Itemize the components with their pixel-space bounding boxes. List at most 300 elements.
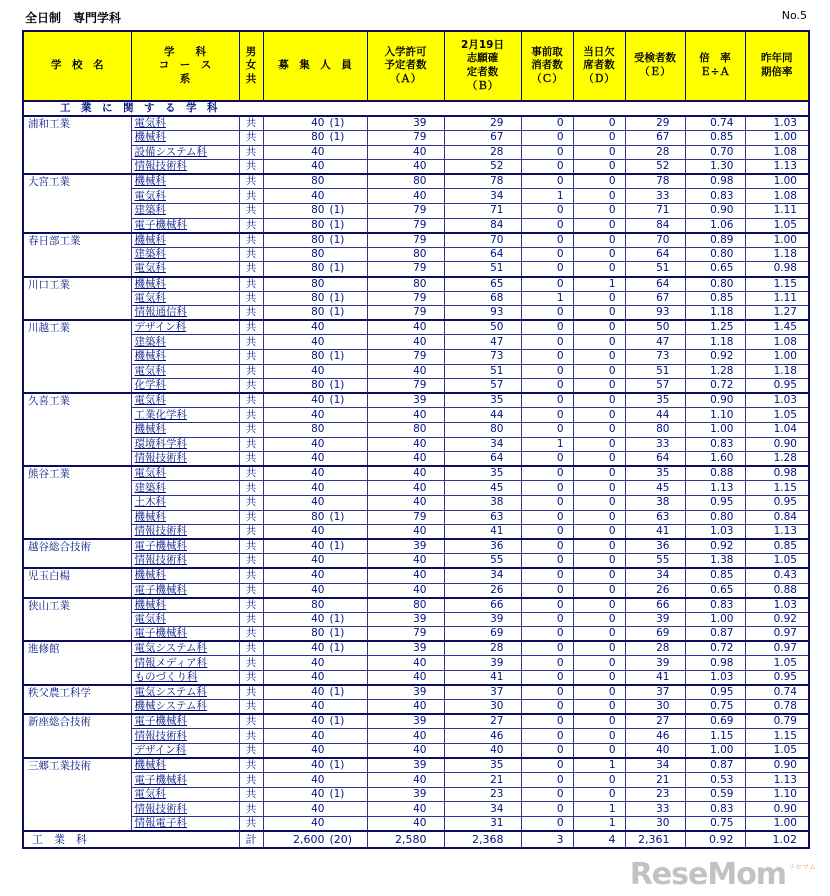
table-row	[23, 291, 809, 306]
capacity-value: 80	[311, 627, 325, 640]
gender-value: 共	[239, 729, 263, 744]
ratio-value: 0.98	[685, 656, 745, 671]
cancel-count: 0	[521, 306, 573, 321]
cancel-count: 0	[521, 131, 573, 146]
capacity-note: (1)	[329, 306, 345, 319]
absent-count: 0	[573, 379, 625, 394]
planned-count: 39	[367, 641, 444, 656]
cancel-count: 0	[521, 422, 573, 437]
capacity-value: 80	[311, 379, 325, 392]
capacity-value: 40	[311, 467, 325, 480]
department-name: 機械科	[131, 568, 239, 583]
table-row	[23, 539, 809, 554]
examinees-count: 73	[625, 350, 685, 365]
capacity-note: (1)	[329, 788, 345, 801]
planned-count: 79	[367, 218, 444, 233]
gender-value: 共	[239, 247, 263, 262]
examinees-count: 41	[625, 525, 685, 540]
capacity-value: 40	[311, 715, 325, 728]
lastyear-ratio-value: 1.08	[745, 335, 809, 350]
department-name: 電気科	[131, 466, 239, 481]
capacity-cell	[263, 612, 367, 627]
examinees-count: 23	[625, 787, 685, 802]
capacity-cell	[263, 700, 367, 715]
absent-count: 0	[573, 189, 625, 204]
cancel-count: 0	[521, 539, 573, 554]
department-name: 情報メディア科	[131, 656, 239, 671]
department-name: 電気システム科	[131, 641, 239, 656]
department-name: 電気科	[131, 116, 239, 131]
department-name: 環境科学科	[131, 437, 239, 452]
ratio-value: 0.87	[685, 627, 745, 642]
capacity-value: 80	[311, 598, 325, 611]
planned-count: 40	[367, 408, 444, 423]
table-row	[23, 612, 809, 627]
ratio-value: 1.30	[685, 160, 745, 175]
capacity-cell	[263, 758, 367, 773]
capacity-value: 40	[311, 437, 325, 450]
capacity-value: 40	[311, 481, 325, 494]
lastyear-ratio-value: 0.84	[745, 510, 809, 525]
table-row	[23, 320, 809, 335]
cancel-count: 0	[521, 714, 573, 729]
absent-count: 0	[573, 773, 625, 788]
capacity-cell	[263, 116, 367, 131]
ratio-value: 0.80	[685, 277, 745, 292]
gender-value: 共	[239, 393, 263, 408]
total-capacity-note: (20)	[329, 833, 353, 847]
department-name: 電気システム科	[131, 685, 239, 700]
department-name: 電子機械科	[131, 539, 239, 554]
applicants-count: 80	[444, 422, 521, 437]
absent-count: 1	[573, 802, 625, 817]
capacity-note: (1)	[329, 642, 345, 655]
capacity-cell	[263, 320, 367, 335]
gender-value: 共	[239, 204, 263, 219]
capacity-cell	[263, 802, 367, 817]
applicants-count: 65	[444, 277, 521, 292]
capacity-value: 40	[311, 802, 325, 815]
lastyear-ratio-value: 0.43	[745, 568, 809, 583]
applicants-count: 64	[444, 452, 521, 467]
cancel-count: 0	[521, 612, 573, 627]
examinees-count: 37	[625, 685, 685, 700]
ratio-value: 1.18	[685, 335, 745, 350]
absent-count: 0	[573, 671, 625, 686]
table-row	[23, 204, 809, 219]
school-name: 越谷総合技術	[23, 539, 131, 568]
planned-count: 40	[367, 466, 444, 481]
table-row	[23, 525, 809, 540]
lastyear-ratio-value: 0.90	[745, 758, 809, 773]
lastyear-ratio-value: 0.95	[745, 671, 809, 686]
examinees-count: 51	[625, 364, 685, 379]
table-row	[23, 758, 809, 773]
lastyear-ratio-value: 0.97	[745, 641, 809, 656]
table-row	[23, 714, 809, 729]
cancel-count: 0	[521, 233, 573, 248]
capacity-value: 40	[311, 773, 325, 786]
header-advance-cancellations: 事前取 消者数 （Ｃ）	[521, 31, 573, 101]
planned-count: 79	[367, 350, 444, 365]
planned-count: 39	[367, 539, 444, 554]
header-row	[23, 31, 809, 101]
examinees-count: 67	[625, 131, 685, 146]
lastyear-ratio-value: 0.78	[745, 700, 809, 715]
absent-count: 0	[573, 685, 625, 700]
lastyear-ratio-value: 1.00	[745, 174, 809, 189]
planned-count: 40	[367, 189, 444, 204]
capacity-note: (1)	[329, 540, 345, 553]
table-row	[23, 510, 809, 525]
planned-count: 40	[367, 364, 444, 379]
lastyear-ratio-value: 1.05	[745, 218, 809, 233]
planned-count: 39	[367, 393, 444, 408]
gender-value: 共	[239, 525, 263, 540]
applicants-count: 55	[444, 554, 521, 569]
planned-count: 79	[367, 379, 444, 394]
gender-value: 共	[239, 627, 263, 642]
school-name: 大宮工業	[23, 174, 131, 232]
ratio-value: 1.38	[685, 554, 745, 569]
total-lastyear-ratio: 1.02	[745, 831, 809, 848]
cancel-count: 0	[521, 335, 573, 350]
gender-value: 共	[239, 437, 263, 452]
absent-count: 0	[573, 422, 625, 437]
applicants-count: 63	[444, 510, 521, 525]
cancel-count: 0	[521, 320, 573, 335]
planned-count: 79	[367, 233, 444, 248]
applicants-count: 40	[444, 744, 521, 759]
ratio-value: 1.18	[685, 306, 745, 321]
planned-count: 79	[367, 510, 444, 525]
cancel-count: 1	[521, 291, 573, 306]
capacity-value: 40	[311, 496, 325, 509]
absent-count: 0	[573, 306, 625, 321]
planned-count: 39	[367, 612, 444, 627]
capacity-cell	[263, 568, 367, 583]
department-name: 機械科	[131, 277, 239, 292]
capacity-cell	[263, 481, 367, 496]
lastyear-ratio-value: 1.05	[745, 744, 809, 759]
capacity-value: 40	[311, 569, 325, 582]
cancel-count: 1	[521, 437, 573, 452]
cancel-count: 0	[521, 525, 573, 540]
lastyear-ratio-value: 1.13	[745, 773, 809, 788]
absent-count: 0	[573, 466, 625, 481]
absent-count: 0	[573, 656, 625, 671]
capacity-cell	[263, 598, 367, 613]
gender-value: 共	[239, 583, 263, 598]
ratio-value: 0.72	[685, 379, 745, 394]
planned-count: 40	[367, 700, 444, 715]
department-name: 電気科	[131, 364, 239, 379]
absent-count: 0	[573, 787, 625, 802]
planned-count: 80	[367, 277, 444, 292]
applicants-count: 26	[444, 583, 521, 598]
absent-count: 0	[573, 131, 625, 146]
ratio-value: 0.83	[685, 189, 745, 204]
planned-count: 40	[367, 145, 444, 160]
ratio-value: 0.80	[685, 247, 745, 262]
gender-value: 共	[239, 598, 263, 613]
table-row	[23, 160, 809, 175]
cancel-count: 0	[521, 656, 573, 671]
school-name: 新座総合技術	[23, 714, 131, 758]
school-name: 三郷工業技術	[23, 758, 131, 831]
table-row	[23, 379, 809, 394]
cancel-count: 0	[521, 262, 573, 277]
table-row	[23, 583, 809, 598]
table-row	[23, 233, 809, 248]
examinees-count: 52	[625, 160, 685, 175]
gender-value: 共	[239, 408, 263, 423]
absent-count: 0	[573, 335, 625, 350]
header-gender: 男 女 共	[239, 31, 263, 101]
department-name: 電子機械科	[131, 714, 239, 729]
ratio-value: 0.83	[685, 437, 745, 452]
absent-count: 0	[573, 452, 625, 467]
ratio-value: 1.03	[685, 525, 745, 540]
section-title: 工 業 に 関 す る 学 科	[23, 101, 809, 116]
capacity-cell	[263, 729, 367, 744]
absent-count: 0	[573, 539, 625, 554]
ratio-value: 1.00	[685, 744, 745, 759]
examinees-count: 34	[625, 568, 685, 583]
examinees-count: 28	[625, 641, 685, 656]
ratio-value: 0.85	[685, 291, 745, 306]
school-name: 進修館	[23, 641, 131, 685]
applicants-count: 34	[444, 189, 521, 204]
cancel-count: 0	[521, 379, 573, 394]
capacity-note: (1)	[329, 627, 345, 640]
examinees-count: 33	[625, 802, 685, 817]
applicants-count: 37	[444, 685, 521, 700]
cancel-count: 0	[521, 817, 573, 832]
ratio-value: 0.65	[685, 583, 745, 598]
gender-value: 共	[239, 160, 263, 175]
lastyear-ratio-value: 1.00	[745, 233, 809, 248]
department-name: 機械科	[131, 510, 239, 525]
total-row	[23, 831, 809, 848]
ratio-value: 0.85	[685, 131, 745, 146]
capacity-cell	[263, 277, 367, 292]
planned-count: 79	[367, 131, 444, 146]
table-row	[23, 174, 809, 189]
capacity-value: 80	[311, 218, 325, 231]
capacity-value: 80	[311, 423, 325, 436]
gender-value: 共	[239, 510, 263, 525]
capacity-cell	[263, 773, 367, 788]
capacity-cell	[263, 160, 367, 175]
lastyear-ratio-value: 1.03	[745, 393, 809, 408]
absent-count: 0	[573, 437, 625, 452]
lastyear-ratio-value: 0.88	[745, 583, 809, 598]
capacity-value: 40	[311, 700, 325, 713]
examinees-count: 38	[625, 495, 685, 510]
cancel-count: 0	[521, 671, 573, 686]
department-name: 化学科	[131, 379, 239, 394]
capacity-cell	[263, 335, 367, 350]
gender-value: 共	[239, 685, 263, 700]
examinees-count: 64	[625, 452, 685, 467]
school-name: 川越工業	[23, 320, 131, 393]
gender-value: 共	[239, 656, 263, 671]
header-planned-admissions: 入学許可 予定者数 （Ａ）	[367, 31, 444, 101]
ratio-value: 1.15	[685, 729, 745, 744]
school-name: 久喜工業	[23, 393, 131, 466]
table-row	[23, 218, 809, 233]
applicants-count: 47	[444, 335, 521, 350]
applicants-count: 41	[444, 525, 521, 540]
resemom-logo-ruby: リセマム	[788, 863, 816, 871]
capacity-value: 40	[311, 452, 325, 465]
capacity-value: 80	[311, 248, 325, 261]
department-name: 情報電子科	[131, 817, 239, 832]
applicants-count: 39	[444, 656, 521, 671]
applicants-count: 50	[444, 320, 521, 335]
ratio-value: 1.00	[685, 422, 745, 437]
absent-count: 0	[573, 350, 625, 365]
school-name: 熊谷工業	[23, 466, 131, 539]
table-row	[23, 627, 809, 642]
ratio-value: 0.80	[685, 510, 745, 525]
department-name: 電子機械科	[131, 773, 239, 788]
applicants-count: 34	[444, 802, 521, 817]
absent-count: 0	[573, 612, 625, 627]
examinees-count: 45	[625, 481, 685, 496]
cancel-count: 0	[521, 116, 573, 131]
ratio-value: 0.75	[685, 700, 745, 715]
capacity-note: (1)	[329, 759, 345, 772]
department-name: 電気科	[131, 787, 239, 802]
gender-value: 共	[239, 291, 263, 306]
cancel-count: 0	[521, 174, 573, 189]
planned-count: 40	[367, 729, 444, 744]
capacity-note: (1)	[329, 612, 345, 625]
capacity-cell	[263, 525, 367, 540]
examinees-count: 35	[625, 393, 685, 408]
department-name: 電気科	[131, 291, 239, 306]
ratio-value: 0.65	[685, 262, 745, 277]
lastyear-ratio-value: 1.08	[745, 145, 809, 160]
department-name: 設備システム科	[131, 145, 239, 160]
gender-value: 共	[239, 116, 263, 131]
cancel-count: 0	[521, 554, 573, 569]
gender-value: 共	[239, 277, 263, 292]
absent-count: 0	[573, 291, 625, 306]
examinees-count: 64	[625, 247, 685, 262]
applicants-count: 71	[444, 204, 521, 219]
applicants-count: 57	[444, 379, 521, 394]
applicants-count: 67	[444, 131, 521, 146]
capacity-cell	[263, 627, 367, 642]
absent-count: 0	[573, 525, 625, 540]
page-header	[25, 9, 807, 26]
absent-count: 0	[573, 598, 625, 613]
capacity-value: 80	[311, 291, 325, 304]
page-category-label: 全日制 専門学科	[25, 11, 122, 25]
applicants-count: 51	[444, 262, 521, 277]
table-row	[23, 598, 809, 613]
capacity-note: (1)	[329, 291, 345, 304]
lastyear-ratio-value: 0.85	[745, 539, 809, 554]
capacity-value: 40	[311, 686, 325, 699]
department-name: 機械科	[131, 350, 239, 365]
capacity-value: 80	[311, 306, 325, 319]
absent-count: 0	[573, 116, 625, 131]
table-row	[23, 656, 809, 671]
capacity-value: 40	[311, 145, 325, 158]
ratio-value: 0.92	[685, 350, 745, 365]
capacity-cell	[263, 291, 367, 306]
department-name: 機械科	[131, 174, 239, 189]
table-row	[23, 481, 809, 496]
ratio-value: 1.13	[685, 481, 745, 496]
school-name: 狭山工業	[23, 598, 131, 642]
capacity-value: 80	[311, 510, 325, 523]
capacity-value: 40	[311, 554, 325, 567]
capacity-value: 40	[311, 321, 325, 334]
absent-count: 0	[573, 262, 625, 277]
gender-value: 共	[239, 539, 263, 554]
absent-count: 0	[573, 174, 625, 189]
ratio-value: 0.72	[685, 641, 745, 656]
absent-count: 0	[573, 247, 625, 262]
planned-count: 40	[367, 335, 444, 350]
cancel-count: 0	[521, 393, 573, 408]
planned-count: 79	[367, 262, 444, 277]
capacity-value: 40	[311, 759, 325, 772]
lastyear-ratio-value: 0.92	[745, 612, 809, 627]
applicants-count: 41	[444, 671, 521, 686]
applicants-count: 52	[444, 160, 521, 175]
capacity-cell	[263, 817, 367, 832]
absent-count: 1	[573, 817, 625, 832]
capacity-value: 40	[311, 642, 325, 655]
examinees-count: 33	[625, 437, 685, 452]
total-capacity-value: 2,600	[293, 833, 325, 847]
ratio-value: 0.75	[685, 817, 745, 832]
capacity-cell	[263, 174, 367, 189]
capacity-cell	[263, 787, 367, 802]
capacity-note: (1)	[329, 262, 345, 275]
absent-count: 0	[573, 583, 625, 598]
cancel-count: 0	[521, 160, 573, 175]
gender-value: 共	[239, 817, 263, 832]
lastyear-ratio-value: 1.13	[745, 525, 809, 540]
table-row	[23, 495, 809, 510]
absent-count: 0	[573, 320, 625, 335]
applicants-count: 29	[444, 116, 521, 131]
planned-count: 40	[367, 437, 444, 452]
planned-count: 40	[367, 525, 444, 540]
capacity-cell	[263, 145, 367, 160]
capacity-value: 40	[311, 540, 325, 553]
capacity-value: 80	[311, 350, 325, 363]
department-name: 電子機械科	[131, 627, 239, 642]
applicants-count: 23	[444, 787, 521, 802]
table-row	[23, 350, 809, 365]
department-name: 建築科	[131, 204, 239, 219]
applicants-count: 28	[444, 641, 521, 656]
lastyear-ratio-value: 1.00	[745, 131, 809, 146]
gender-value: 共	[239, 189, 263, 204]
examinees-count: 84	[625, 218, 685, 233]
total-examinees: 2,361	[625, 831, 685, 848]
lastyear-ratio-value: 1.00	[745, 350, 809, 365]
ratio-value: 0.83	[685, 598, 745, 613]
